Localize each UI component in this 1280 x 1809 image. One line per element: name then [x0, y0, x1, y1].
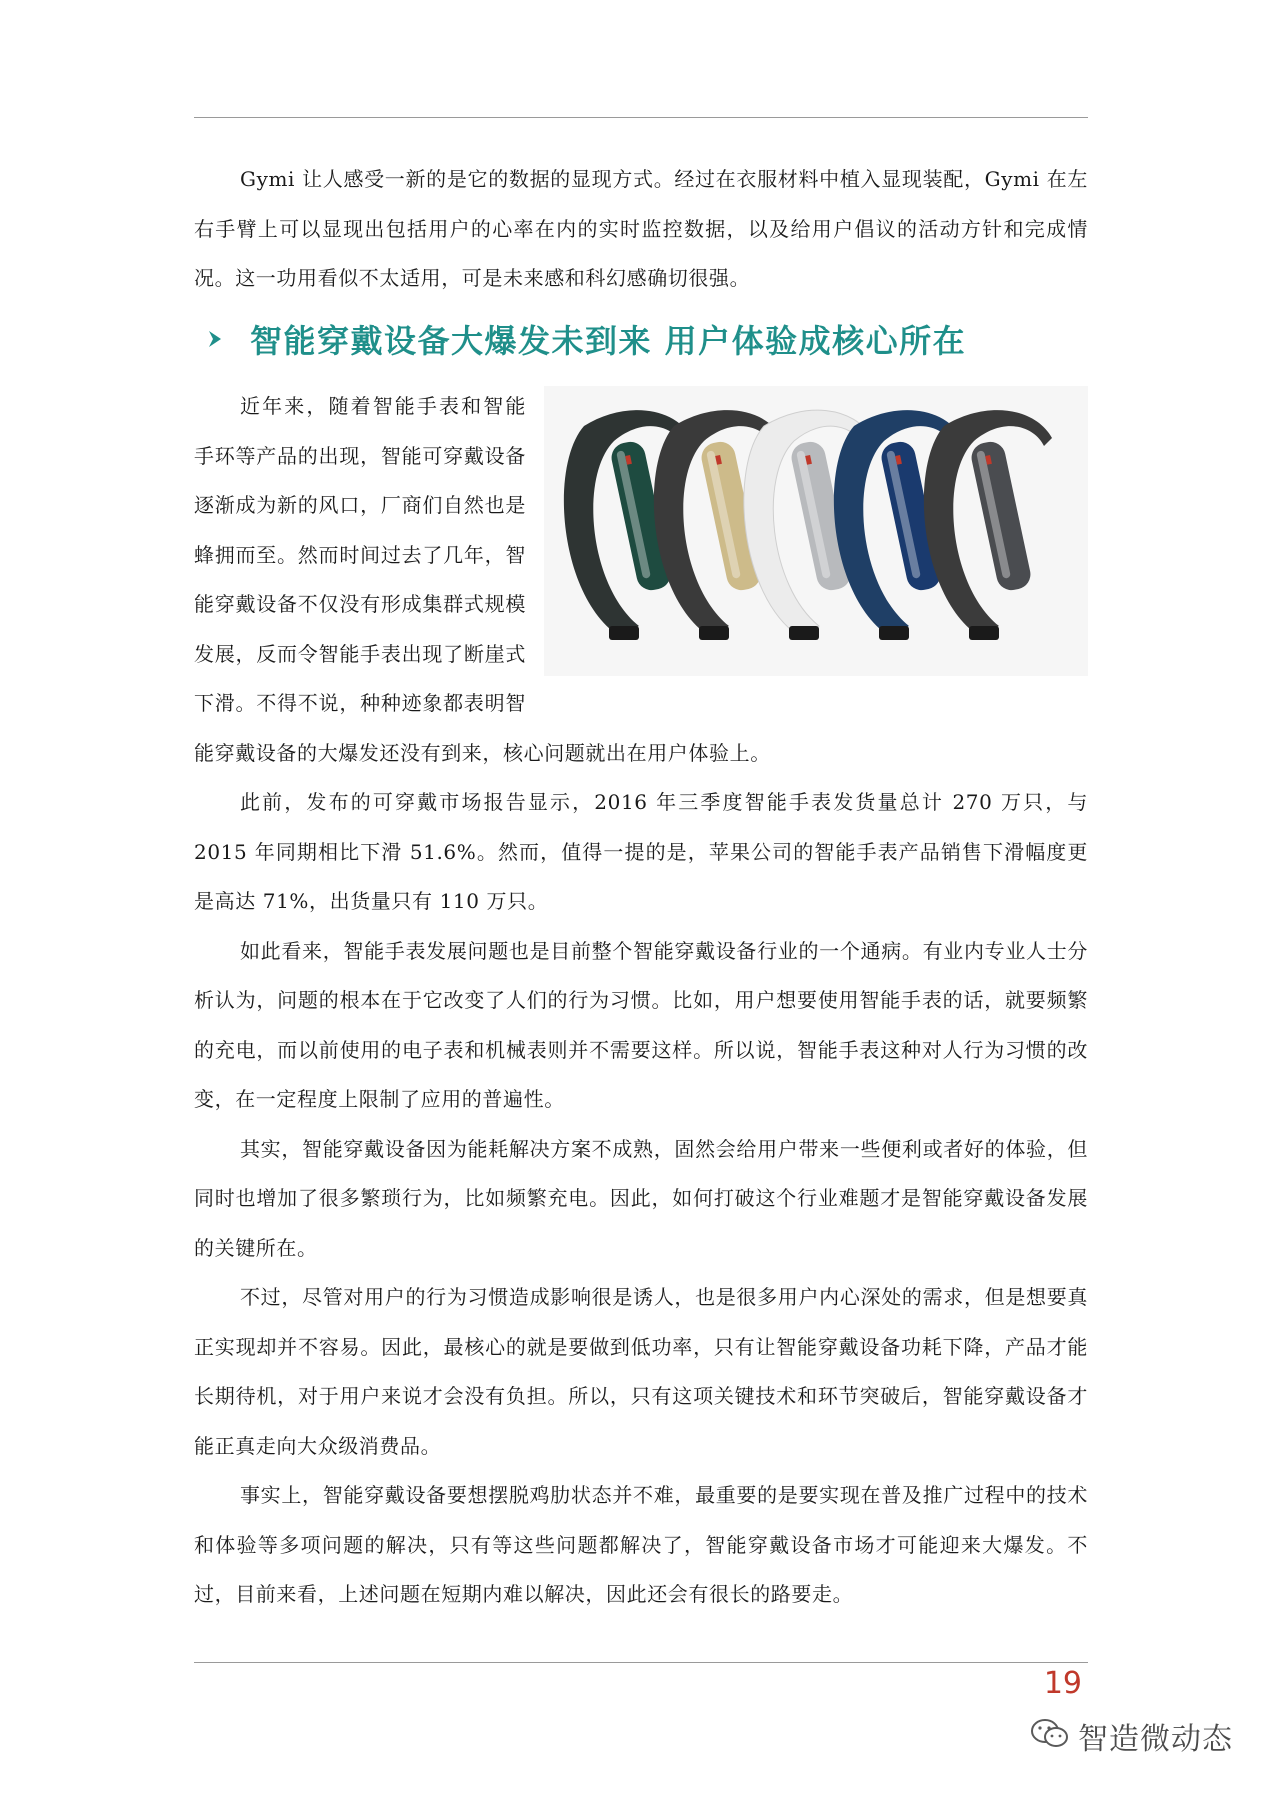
- intro-paragraph-block: [194, 155, 1088, 304]
- paragraph: Gymi 让人感受一新的是它的数据的显现方式。经过在衣服材料中植入显现装配，Gymi 在左右手臂上可以显现出包括用户的心率在内的实时监控数据，以及给用户倡议的活动方针和完成情况。这一功用看似不太适用，可是未来感和科幻感确切很强。: [194, 167, 1088, 290]
- section-heading-text: 智能穿戴设备大爆发未到来 用户体验成核心所在: [250, 322, 967, 360]
- chevron-right-icon: [198, 322, 232, 356]
- watermark: [1030, 1714, 1233, 1758]
- watermark-text: 智造微动态: [1078, 1722, 1233, 1757]
- page-number: 19: [1043, 1666, 1082, 1701]
- paragraph: 不过，尽管对用户的行为习惯造成影响很是诱人，也是很多用户内心深处的需求，但是想要真正实现却并不容易。因此，最核心的就是要做到低功率，只有让智能穿戴设备功耗下降，产品才能长期待机，对于用户来说才会没有负担。所以，只有这项关键技术和环节突破后，智能穿戴设备才能正真走向大众级消费品。: [194, 1285, 1088, 1458]
- fitness-bands-image: [544, 386, 1088, 676]
- header-rule: [194, 117, 1088, 118]
- footer-rule: [194, 1662, 1088, 1663]
- paragraph: 近年来，随着智能手表和智能手环等产品的出现，智能可穿戴设备逐渐成为新的风口，厂商们自然也是蜂拥而至。然而时间过去了几年，智能穿戴设备不仅没有形成集群式规模发展，反而令智能手表出现了断崖式下滑。不得不说，种种迹象都表明智能穿戴设备的大爆发还没有到来，核心问题就出在用户体验上。: [194, 394, 771, 765]
- wechat-icon: [1030, 1717, 1070, 1755]
- paragraph: 如此看来，智能手表发展问题也是目前整个智能穿戴设备行业的一个通病。有业内专业人士分析认为，问题的根本在于它改变了人们的行为习惯。比如，用户想要使用智能手表的话，就要频繁的充电，而以前使用的电子表和机械表则并不需要这样。所以说，智能手表这种对人行为习惯的改变，在一定程度上限制了应用的普遍性。: [194, 938, 1088, 1111]
- section-heading: [194, 316, 1088, 362]
- paragraph: 此前，发布的可穿戴市场报告显示，2016 年三季度智能手表发货量总计 270 万只，与 2015 年同期相比下滑 51.6%。然而，值得一提的是，苹果公司的智能手表产品销售下滑幅度更是高达 71%，出货量只有 110 万只。: [194, 790, 1088, 913]
- paragraph: 其实，智能穿戴设备因为能耗解决方案不成熟，固然会给用户带来一些便利或者好的体验，但同时也增加了很多繁琐行为，比如频繁充电。因此，如何打破这个行业难题才是智能穿戴设备发展的关键所在。: [194, 1136, 1088, 1260]
- paragraph: 事实上，智能穿戴设备要想摆脱鸡肋状态并不难，最重要的是要实现在普及推广过程中的技术和体验等多项问题的解决，只有等这些问题都解决了，智能穿戴设备市场才可能迎来大爆发。不过，目前来看，上述问题在短期内难以解决，因此还会有很长的路要走。: [194, 1483, 1088, 1606]
- article-body: [194, 382, 1088, 1620]
